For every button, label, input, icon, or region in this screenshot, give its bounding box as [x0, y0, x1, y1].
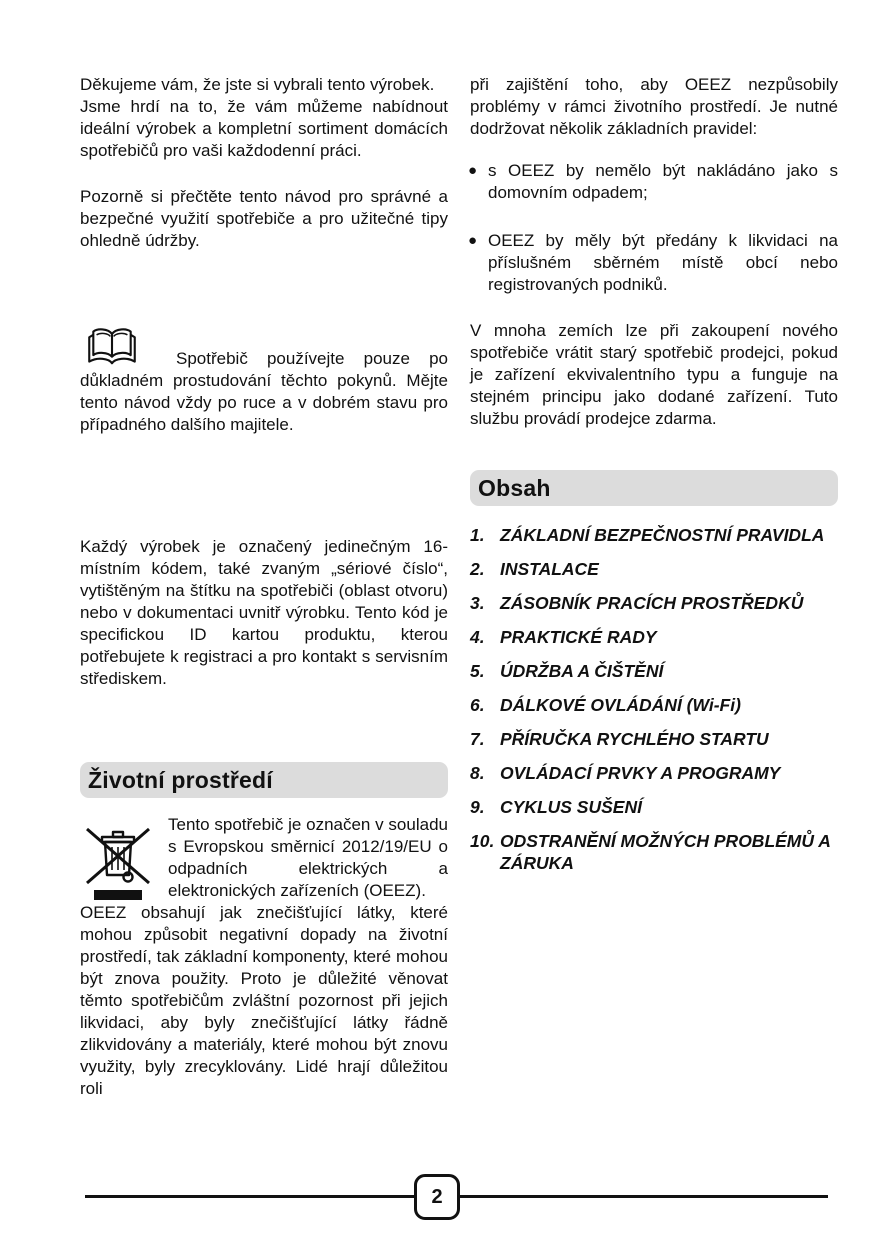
- left-column: [80, 74, 448, 1100]
- contents-section-heading: Obsah: [470, 470, 838, 506]
- right-column: [470, 74, 838, 1100]
- toc-item-number: 1.: [470, 525, 485, 545]
- two-column-layout: [80, 74, 838, 1100]
- table-of-contents: [470, 524, 838, 874]
- intro-line-2: Jsme hrdí na to, že vám můžeme nabídnout ideální výrobek a kompletní sortiment domácích spotřebičů pro vaši každodenní práci.: [80, 97, 448, 160]
- toc-item: [470, 728, 838, 750]
- toc-item-number: 9.: [470, 797, 485, 817]
- toc-item-label: PŘÍRUČKA RYCHLÉHO STARTU: [500, 729, 769, 749]
- toc-item-label: ODSTRANĚNÍ MOŽNÝCH PROBLÉMŮ A ZÁRUKA: [500, 831, 831, 873]
- book-note-block: [80, 324, 448, 436]
- weee-intro-paragraph: Tento spotřebič je označen v souladu s Evropskou směrnicí 2012/19/EU o odpadních elektrických a elektronických zařízeních (OEEZ).: [168, 815, 448, 900]
- environment-section-heading: Životní prostředí: [80, 762, 448, 798]
- weee-body-paragraph: OEEZ obsahují jak znečišťující látky, které mohou způsobit negativní dopady na životní prostředí, tak základní komponenty, které mohou být znova použity. Proto je důležité věnovat těmto spotřebičům zvláštní pozornost při jejich likvidaci, aby byly znečišťující látky řádně zlikvidovány a materiály, které mohou být znovu využity, byly zrecyklovány. Lidé hrají důležitou roli: [80, 903, 448, 1098]
- list-item: ● OEEZ by měly být předány k likvidaci na příslušném sběrném místě obcí nebo registrovaných podniků.: [470, 230, 838, 296]
- intro-line-1: Děkujeme vám, že jste si vybrali tento výrobek.: [80, 75, 435, 94]
- intro-paragraph: [80, 74, 448, 162]
- serial-code-paragraph: Každý výrobek je označený jedinečným 16-místním kódem, také zvaným „sériové číslo“, vytištěným na štítku na spotřebiči (oblast otvoru) nebo v dokumentaci uvnitř výrobku. Tento kód je specifickou ID kartou produktu, kterou potřebujete k registraci a pro kontakt s servisním střediskem.: [80, 537, 448, 688]
- page-footer: [0, 1174, 874, 1220]
- toc-item-label: ZÁKLADNÍ BEZPEČNOSTNÍ PRAVIDLA: [500, 525, 825, 545]
- toc-item-number: 6.: [470, 695, 485, 715]
- open-book-icon: [86, 324, 138, 370]
- weee-block: [80, 814, 448, 1100]
- toc-item-number: 10.: [470, 831, 495, 851]
- toc-item-label: CYKLUS SUŠENÍ: [500, 797, 642, 817]
- toc-item-number: 8.: [470, 763, 485, 783]
- toc-item: [470, 830, 838, 874]
- list-item: ● s OEEZ by nemělo být nakládáno jako s domovním odpadem;: [470, 160, 838, 204]
- toc-item: [470, 592, 838, 614]
- toc-item-label: ÚDRŽBA A ČIŠTĚNÍ: [500, 661, 664, 681]
- toc-item-label: OVLÁDACÍ PRVKY A PROGRAMY: [500, 763, 781, 783]
- toc-item: [470, 524, 838, 546]
- toc-item: [470, 762, 838, 784]
- toc-item-label: PRAKTICKÉ RADY: [500, 627, 657, 647]
- weee-continuation-paragraph: při zajištění toho, aby OEEZ nezpůsobily problémy v rámci životního prostředí. Je nutné dodržovat několik základních pravidel:: [470, 75, 838, 138]
- toc-item: [470, 694, 838, 716]
- toc-item-number: 2.: [470, 559, 485, 579]
- toc-item: [470, 626, 838, 648]
- crossed-out-wheelie-bin-icon: [82, 816, 156, 902]
- toc-item: [470, 660, 838, 682]
- toc-item-label: INSTALACE: [500, 559, 599, 579]
- book-note-paragraph: Spotřebič používejte pouze po důkladném prostudování těchto pokynů. Mějte tento návod vždy po ruce a v dobrém stavu pro případného dalšího majitele.: [80, 349, 448, 434]
- tradein-paragraph: V mnoha zemích lze při zakoupení nového spotřebiče vrátit starý spotřebič prodejci, pokud je zařízení ekvivalentního typu a funguje na stejném principu jako dodané zařízení. Tuto službu provádí prodejce zdarma.: [470, 321, 838, 428]
- toc-item-number: 7.: [470, 729, 485, 749]
- toc-item-number: 5.: [470, 661, 485, 681]
- toc-item-number: 4.: [470, 627, 485, 647]
- read-manual-paragraph: Pozorně si přečtěte tento návod pro správné a bezpečné využití spotřebiče a pro užitečné tipy ohledně údržby.: [80, 187, 448, 250]
- toc-item: [470, 558, 838, 580]
- toc-item-label: ZÁSOBNÍK PRACÍCH PROSTŘEDKŮ: [500, 593, 804, 613]
- toc-item: [470, 796, 838, 818]
- page-number: 2: [414, 1174, 460, 1220]
- toc-item-number: 3.: [470, 593, 485, 613]
- toc-item-label: DÁLKOVÉ OVLÁDÁNÍ (Wi-Fi): [500, 695, 741, 715]
- weee-rules-list: [470, 160, 838, 296]
